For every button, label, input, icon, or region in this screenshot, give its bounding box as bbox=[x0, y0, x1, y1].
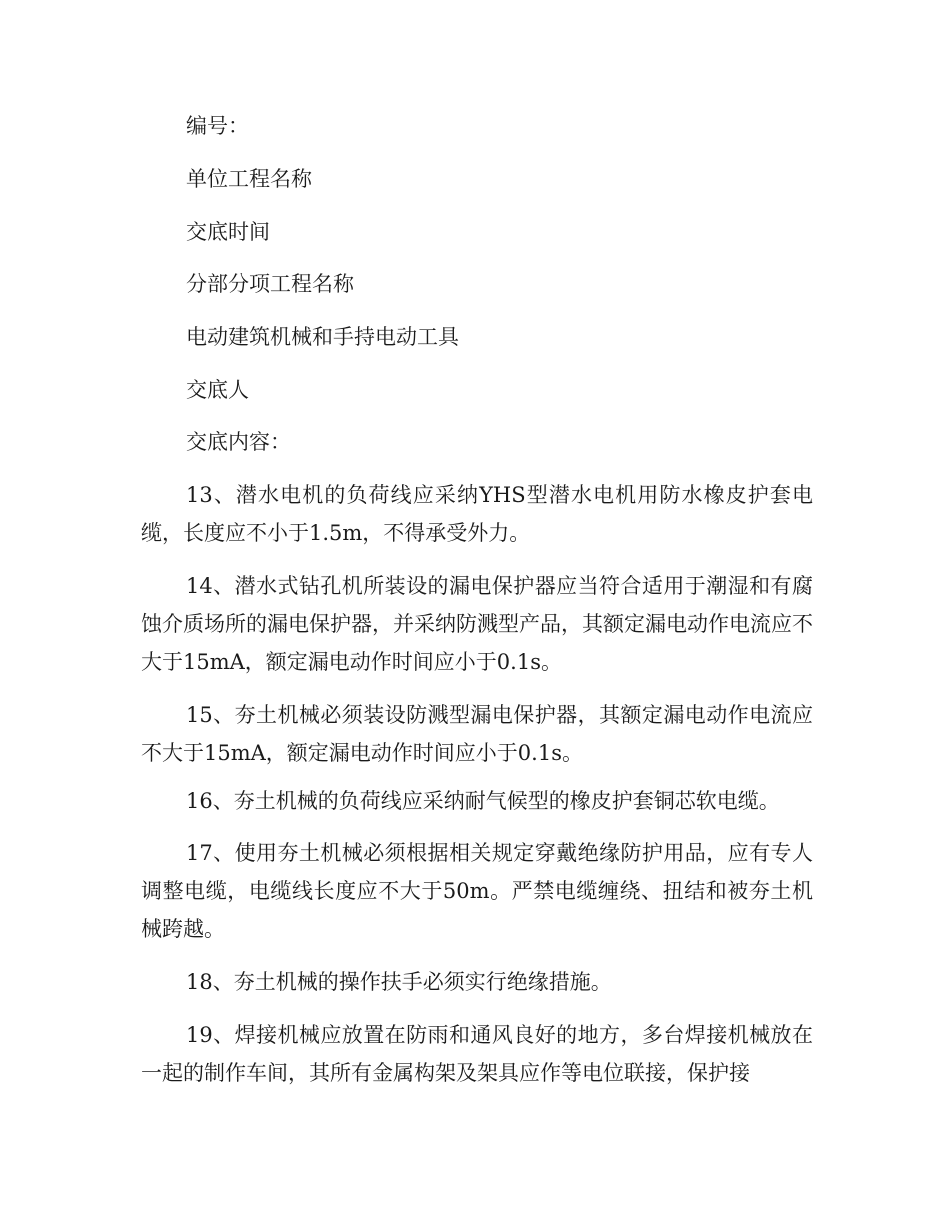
clause-14: 14、潜水式钻孔机所装设的漏电保护器应当符合适用于潮湿和有腐蚀介质场所的漏电保护器，并采纳防溅型产品，其额定漏电动作电流应不大于15mA，额定漏电动作时间应小于0.1s。 bbox=[141, 574, 813, 674]
clause-16: 16、夯土机械的负荷线应采纳耐气候型的橡皮护套铜芯软电缆。 bbox=[186, 789, 780, 813]
serial-number-label: 编号： bbox=[186, 114, 249, 138]
subproject-name-value: 电动建筑机械和手持电动工具 bbox=[186, 325, 459, 349]
project-name-label: 单位工程名称 bbox=[186, 167, 312, 191]
subproject-name-label: 分部分项工程名称 bbox=[186, 272, 354, 296]
disclosure-content-label: 交底内容： bbox=[186, 430, 291, 454]
clause-17: 17、使用夯土机械必须根据相关规定穿戴绝缘防护用品，应有专人调整电缆，电缆线长度应不大于50m。严禁电缆缠绕、扭结和被夯土机械跨越。 bbox=[141, 841, 813, 941]
discloser-label: 交底人 bbox=[186, 378, 249, 402]
clause-15: 15、夯土机械必须装设防溅型漏电保护器，其额定漏电动作电流应不大于15mA，额定漏电动作时间应小于0.1s。 bbox=[141, 703, 813, 765]
clause-19: 19、焊接机械应放置在防雨和通风良好的地方，多台焊接机械放在一起的制作车间，其所有金属构架及架具应作等电位联接，保护接 bbox=[141, 1023, 813, 1085]
clause-18: 18、夯土机械的操作扶手必须实行绝缘措施。 bbox=[186, 970, 612, 994]
disclosure-date-label: 交底时间 bbox=[186, 220, 270, 244]
clause-13: 13、潜水电机的负荷线应采纳YHS型潜水电机用防水橡皮护套电缆，长度应不小于1.5m，不得承受外力。 bbox=[141, 483, 813, 545]
